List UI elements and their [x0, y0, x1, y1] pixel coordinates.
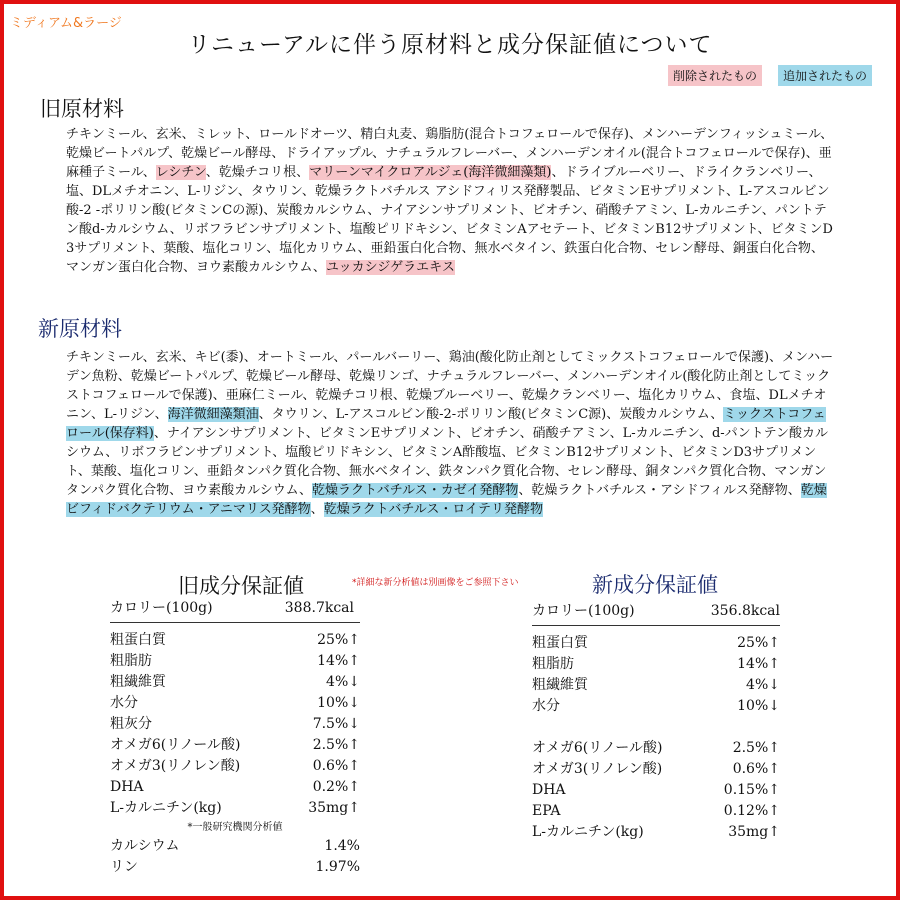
calorie-row [110, 598, 360, 623]
nutrient-value: 10%↓ [737, 698, 780, 714]
nutrient-label: 水分 [532, 698, 560, 714]
guarantee-row [532, 696, 780, 717]
new-guarantee-title: 新成分保証値 [592, 573, 718, 597]
new-ingredients-text [66, 348, 836, 519]
nutrient-value: 0.2%↑ [312, 779, 360, 795]
guarantee-row [110, 651, 360, 672]
nutrient-label: 水分 [110, 695, 138, 711]
nutrient-label: オメガ6(リノール酸) [110, 737, 241, 753]
guarantee-row [532, 633, 780, 654]
deleted-ingredient: レシチン [155, 165, 206, 180]
nutrient-value: 14%↑ [737, 656, 780, 672]
nutrient-label: L-カルニチン(kg) [532, 824, 644, 840]
nutrient-value: 25%↑ [737, 635, 780, 651]
nutrient-label: リン [110, 859, 138, 875]
old-ingredients-heading: 旧原材料 [40, 97, 124, 121]
legend-added: 追加されたもの [778, 65, 872, 86]
nutrient-label: EPA [532, 803, 561, 819]
nutrient-label: 粗蛋白質 [110, 632, 166, 648]
old-guarantee-title: 旧成分保証値 [178, 574, 304, 598]
nutrient-value: 0.6%↑ [312, 758, 360, 774]
ingredient-text: 、 [310, 502, 324, 517]
nutrient-value: 2.5%↑ [732, 740, 780, 756]
nutrient-label: オメガ3(リノレン酸) [110, 758, 241, 774]
nutrient-value: 1.97% [315, 859, 360, 875]
guarantee-row [110, 836, 360, 857]
nutrient-label: L-カルニチン(kg) [110, 800, 222, 816]
old-ingredients-text [66, 125, 836, 277]
nutrient-value: 14%↑ [317, 653, 360, 669]
ingredient-text: チキンミール、玄米、キビ(黍)、オートミール、パールバーリー、鶏油(酸化防止剤としてミックストコフェロールで保護)、メンハーデン魚粉、乾燥ビートパルプ、乾燥ビール酵母、乾燥リンゴ、ナチュラルフレーバー、メンハーデンオイル(酸化防止剤としてミックストコフェロールで保護)、亜麻仁ミール、乾燥チコリ根、乾燥ブルーベリー、乾燥クランベリー、塩化カリウム、食塩、DLメチオニン、L-リジン、 [66, 350, 834, 422]
nutrient-label: DHA [110, 779, 144, 795]
guarantee-row [110, 693, 360, 714]
guarantee-row [532, 780, 780, 801]
calorie-row [532, 601, 780, 626]
nutrient-label: カルシウム [110, 838, 180, 854]
detail-note: *詳細な新分析値は別画像をご参照下さい [352, 578, 519, 588]
nutrient-value: 0.6%↑ [732, 761, 780, 777]
guarantee-row [110, 798, 360, 819]
deleted-ingredient: ユッカシジゲラエキス [325, 260, 455, 275]
nutrient-label: 粗灰分 [110, 716, 152, 732]
ingredient-text: 、乾燥チコリ根、 [205, 165, 310, 180]
ingredient-text: 、乾燥ラクトバチルス・アシドフィルス発酵物、 [518, 483, 801, 498]
nutrient-value: 4%↓ [326, 674, 360, 690]
size-tag: ミディアム&ラージ [10, 16, 122, 31]
calorie-label: カロリー(100g) [110, 600, 213, 616]
new-guarantee-table [532, 601, 780, 843]
new-ingredients-heading: 新原材料 [38, 317, 122, 341]
calorie-value: 388.7kcal [284, 600, 354, 616]
guarantee-row [532, 822, 780, 843]
guarantee-row [110, 777, 360, 798]
nutrient-value: 0.15%↑ [723, 782, 780, 798]
nutrient-value: 0.12%↑ [723, 803, 780, 819]
nutrient-label: 粗蛋白質 [532, 635, 588, 651]
guarantee-row [532, 654, 780, 675]
legend-deleted: 削除されたもの [668, 65, 762, 86]
ingredient-text: チキンミール、玄米、ミレット、ロールドオーツ、精白丸麦、鶏脂肪(混合トコフェロールで保存)、メンハーデンフィッシュミール、乾燥ビートパルプ、乾燥ビール酵母、ドライアップル、ナチュラルフレーバー、メンハーデンオイル(混合トコフェロールで保存)、亜麻種子ミール、 [66, 127, 834, 180]
old-guarantee-table [110, 598, 360, 878]
guarantee-row [110, 714, 360, 735]
calorie-value: 356.8kcal [710, 603, 780, 619]
guarantee-row [110, 672, 360, 693]
guarantee-row [532, 759, 780, 780]
row-gap [532, 717, 780, 738]
added-ingredient: 海洋微細藻類油 [167, 407, 259, 422]
guarantee-row [110, 857, 360, 878]
nutrient-value: 2.5%↑ [312, 737, 360, 753]
lab-note: *一般研究機関分析値 [187, 822, 283, 833]
nutrient-value: 1.4% [324, 838, 360, 854]
added-ingredient: 乾燥ラクトバチルス・カゼイ発酵物 [312, 483, 519, 498]
added-ingredient: 乾燥ビフィドバクテリウム・アニマリス発酵物 [66, 483, 827, 517]
added-ingredient: 乾燥ラクトバチルス・ロイテリ発酵物 [323, 502, 543, 517]
guarantee-row [532, 801, 780, 822]
nutrient-value: 25%↑ [317, 632, 360, 648]
nutrient-label: 粗繊維質 [532, 677, 588, 693]
nutrient-label: 粗脂肪 [532, 656, 574, 672]
ingredient-text: 、ドライブルーベリー、ドライクランベリー、塩、DLメチオニン、L-リジン、タウリン、乾燥ラクトバチルス アシドフィリス発酵製品、ビタミンEサプリメント、L-アスコルビン酸-2 -ポリリン酸(ビタミンCの源)、炭酸カルシウム、ナイアシンサプリメント、ビオチン、硝酸チアミン、L-カルニチン、パントテン酸d-カルシウム、リボフラビンサプリメント、塩酸ピリドキシン、ビタミンAアセテート、ビタミンB12サプリメント、ビタミンD3サプリメント、葉酸、塩化コリン、塩化カリウム、亜鉛蛋白化合物、無水ベタイン、鉄蛋白化合物、セレン酵母、銅蛋白化合物、マンガン蛋白化合物、ヨウ素酸カルシウム、 [66, 165, 833, 275]
calorie-label: カロリー(100g) [532, 603, 635, 619]
nutrient-value: 4%↓ [746, 677, 780, 693]
page-title: リニューアルに伴う原材料と成分保証値について [187, 32, 713, 58]
nutrient-label: DHA [532, 782, 566, 798]
guarantee-row [532, 738, 780, 759]
nutrient-value: 10%↓ [317, 695, 360, 711]
ingredient-text: 、ナイアシンサプリメント、ビタミンEサプリメント、ビオチン、硝酸チアミン、L-カルニチン、d-パントテン酸カルシウム、リボフラビンサプリメント、塩酸ピリドキシン、ビタミンA酢酸塩、ビタミンB12サプリメント、ビタミンD3サプリメント、葉酸、塩化コリン、亜鉛タンパク質化合物、無水ベタイン、鉄タンパク質化合物、セレン酵母、銅タンパク質化合物、マンガンタンパク質化合物、ヨウ素酸カルシウム、 [66, 426, 829, 498]
added-ingredient: ミックストコフェロール(保存料) [66, 407, 826, 441]
nutrient-label: 粗脂肪 [110, 653, 152, 669]
guarantee-row [110, 735, 360, 756]
nutrient-label: 粗繊維質 [110, 674, 166, 690]
guarantee-row [110, 756, 360, 777]
ingredient-text: 、タウリン、L-アスコルビン酸-2-ポリリン酸(ビタミンC源)、炭酸カルシウム、 [258, 407, 724, 422]
guarantee-row [110, 630, 360, 651]
guarantee-row [532, 675, 780, 696]
nutrient-value: 35mg↑ [308, 800, 360, 816]
nutrient-value: 7.5%↓ [312, 716, 360, 732]
nutrient-label: オメガ6(リノール酸) [532, 740, 663, 756]
nutrient-value: 35mg↑ [728, 824, 780, 840]
nutrient-label: オメガ3(リノレン酸) [532, 761, 663, 777]
deleted-ingredient: マリーンマイクロアルジェ(海洋微細藻類) [309, 165, 552, 180]
